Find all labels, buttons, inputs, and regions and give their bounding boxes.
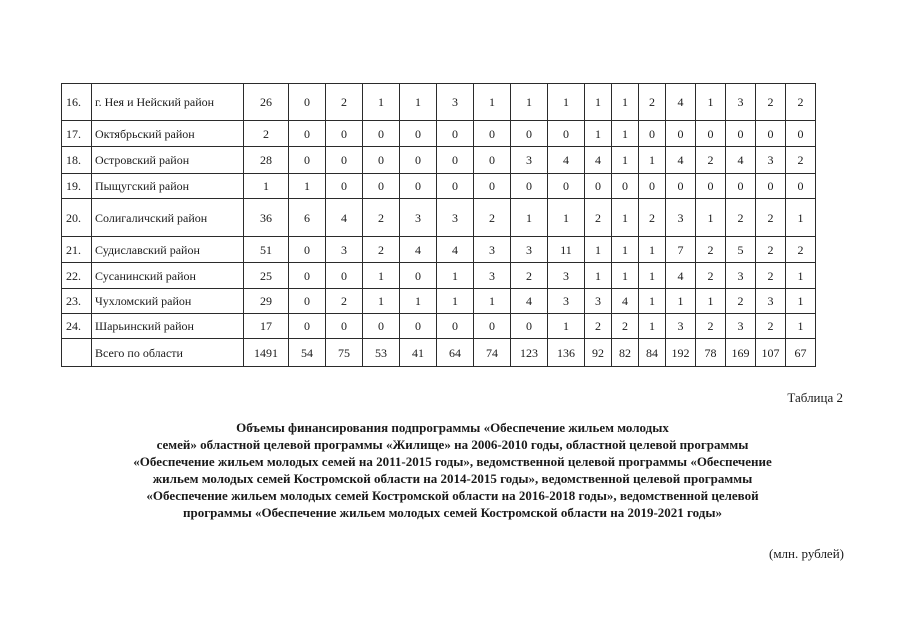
table-row xyxy=(62,147,816,174)
table-row xyxy=(62,174,816,199)
value-cell: 4 xyxy=(666,84,696,121)
value-cell: 2 xyxy=(756,263,786,289)
value-cell: 4 xyxy=(585,147,612,174)
total-value-cell: 36 xyxy=(244,199,289,237)
value-cell: 169 xyxy=(726,339,756,367)
value-cell: 3 xyxy=(511,237,548,263)
value-cell: 1 xyxy=(639,314,666,339)
value-cell: 2 xyxy=(726,289,756,314)
value-cell: 123 xyxy=(511,339,548,367)
value-cell: 0 xyxy=(666,121,696,147)
value-cell: 0 xyxy=(326,263,363,289)
value-cell: 3 xyxy=(326,237,363,263)
value-cell: 2 xyxy=(756,199,786,237)
table-row xyxy=(62,121,816,147)
table-row xyxy=(62,84,816,121)
district-name-cell: Пыщугский район xyxy=(92,174,244,199)
row-number-cell: 16. xyxy=(62,84,92,121)
value-cell: 64 xyxy=(437,339,474,367)
value-cell: 1 xyxy=(639,147,666,174)
value-cell: 41 xyxy=(400,339,437,367)
value-cell: 0 xyxy=(437,174,474,199)
value-cell: 2 xyxy=(756,237,786,263)
value-cell: 0 xyxy=(474,174,511,199)
district-name-cell: Островский район xyxy=(92,147,244,174)
value-cell: 1 xyxy=(696,84,726,121)
district-name-cell: Октябрьский район xyxy=(92,121,244,147)
value-cell: 0 xyxy=(474,121,511,147)
value-cell: 0 xyxy=(786,121,816,147)
section-heading xyxy=(60,419,845,521)
value-cell: 0 xyxy=(786,174,816,199)
value-cell: 0 xyxy=(511,174,548,199)
value-cell: 3 xyxy=(511,147,548,174)
value-cell: 84 xyxy=(639,339,666,367)
heading-line: семей» областной целевой программы «Жилище» на 2006-2010 годы, областной целевой программы xyxy=(156,437,749,452)
value-cell: 1 xyxy=(511,84,548,121)
value-cell: 4 xyxy=(666,263,696,289)
value-cell: 6 xyxy=(289,199,326,237)
value-cell: 0 xyxy=(474,314,511,339)
value-cell: 3 xyxy=(474,263,511,289)
value-cell: 4 xyxy=(612,289,639,314)
district-name-cell: Солигаличский район xyxy=(92,199,244,237)
value-cell: 0 xyxy=(612,174,639,199)
value-cell: 2 xyxy=(585,314,612,339)
value-cell: 1 xyxy=(585,84,612,121)
district-name-cell: г. Нея и Нейский район xyxy=(92,84,244,121)
table-body xyxy=(62,84,816,367)
row-number-cell: 19. xyxy=(62,174,92,199)
value-cell: 3 xyxy=(726,263,756,289)
row-number-cell: 21. xyxy=(62,237,92,263)
district-name-cell: Судиславский район xyxy=(92,237,244,263)
value-cell: 74 xyxy=(474,339,511,367)
value-cell: 4 xyxy=(666,147,696,174)
total-value-cell: 26 xyxy=(244,84,289,121)
value-cell: 78 xyxy=(696,339,726,367)
total-value-cell: 51 xyxy=(244,237,289,263)
value-cell: 1 xyxy=(786,199,816,237)
value-cell: 0 xyxy=(437,147,474,174)
value-cell: 2 xyxy=(363,237,400,263)
row-number-cell: 17. xyxy=(62,121,92,147)
value-cell: 75 xyxy=(326,339,363,367)
district-name-cell: Шарьинский район xyxy=(92,314,244,339)
row-number-cell: 18. xyxy=(62,147,92,174)
value-cell: 0 xyxy=(326,314,363,339)
value-cell: 2 xyxy=(696,237,726,263)
value-cell: 0 xyxy=(289,237,326,263)
value-cell: 0 xyxy=(585,174,612,199)
value-cell: 2 xyxy=(756,84,786,121)
value-cell: 0 xyxy=(511,121,548,147)
value-cell: 0 xyxy=(666,174,696,199)
value-cell: 1 xyxy=(289,174,326,199)
value-cell: 67 xyxy=(786,339,816,367)
value-cell: 0 xyxy=(437,121,474,147)
value-cell: 82 xyxy=(612,339,639,367)
value-cell: 0 xyxy=(363,174,400,199)
heading-line: «Обеспечение жильем молодых семей на 2011-2015 годы», ведомственной целевой программы «Обеспечение xyxy=(133,454,772,469)
value-cell: 0 xyxy=(756,174,786,199)
value-cell: 1 xyxy=(363,263,400,289)
value-cell: 3 xyxy=(585,289,612,314)
value-cell: 0 xyxy=(400,263,437,289)
value-cell: 1 xyxy=(666,289,696,314)
value-cell: 1 xyxy=(639,289,666,314)
value-cell: 4 xyxy=(726,147,756,174)
value-cell: 3 xyxy=(548,263,585,289)
statistics-table xyxy=(61,83,816,367)
value-cell: 1 xyxy=(585,263,612,289)
value-cell: 1 xyxy=(474,84,511,121)
value-cell: 4 xyxy=(548,147,585,174)
heading-line: программы «Обеспечение жильем молодых семей Костромской области на 2019-2021 годы» xyxy=(183,505,722,520)
value-cell: 1 xyxy=(437,263,474,289)
value-cell: 0 xyxy=(400,174,437,199)
value-cell: 2 xyxy=(726,199,756,237)
value-cell: 53 xyxy=(363,339,400,367)
table-row xyxy=(62,314,816,339)
value-cell: 4 xyxy=(326,199,363,237)
value-cell: 3 xyxy=(474,237,511,263)
value-cell: 2 xyxy=(786,147,816,174)
total-value-cell: 28 xyxy=(244,147,289,174)
value-cell: 1 xyxy=(612,199,639,237)
value-cell: 0 xyxy=(326,174,363,199)
value-cell: 1 xyxy=(474,289,511,314)
value-cell: 0 xyxy=(726,174,756,199)
value-cell: 11 xyxy=(548,237,585,263)
row-number-cell: 23. xyxy=(62,289,92,314)
value-cell: 1 xyxy=(639,263,666,289)
units-label: (млн. рублей) xyxy=(769,546,844,561)
total-value-cell: 1491 xyxy=(244,339,289,367)
value-cell: 0 xyxy=(726,121,756,147)
value-cell: 4 xyxy=(511,289,548,314)
district-name-cell: Всего по области xyxy=(92,339,244,367)
table-caption: Таблица 2 xyxy=(787,390,843,405)
value-cell: 3 xyxy=(666,314,696,339)
value-cell: 0 xyxy=(548,121,585,147)
row-number-cell: 24. xyxy=(62,314,92,339)
value-cell: 7 xyxy=(666,237,696,263)
value-cell: 3 xyxy=(756,289,786,314)
value-cell: 0 xyxy=(756,121,786,147)
value-cell: 1 xyxy=(585,121,612,147)
value-cell: 2 xyxy=(696,314,726,339)
value-cell: 2 xyxy=(696,147,726,174)
table-total-row xyxy=(62,339,816,367)
heading-line: Объемы финансирования подпрограммы «Обеспечение жильем молодых xyxy=(236,420,669,435)
value-cell: 3 xyxy=(666,199,696,237)
value-cell: 0 xyxy=(437,314,474,339)
value-cell: 0 xyxy=(400,147,437,174)
value-cell: 1 xyxy=(612,121,639,147)
value-cell: 0 xyxy=(363,121,400,147)
value-cell: 0 xyxy=(511,314,548,339)
value-cell: 1 xyxy=(548,314,585,339)
value-cell: 0 xyxy=(639,121,666,147)
value-cell: 1 xyxy=(548,84,585,121)
value-cell: 0 xyxy=(548,174,585,199)
value-cell: 2 xyxy=(639,84,666,121)
total-value-cell: 2 xyxy=(244,121,289,147)
value-cell: 0 xyxy=(289,147,326,174)
value-cell: 0 xyxy=(474,147,511,174)
value-cell: 1 xyxy=(612,237,639,263)
value-cell: 1 xyxy=(400,289,437,314)
value-cell: 1 xyxy=(696,199,726,237)
value-cell: 3 xyxy=(548,289,585,314)
table-row xyxy=(62,237,816,263)
total-value-cell: 25 xyxy=(244,263,289,289)
value-cell: 2 xyxy=(585,199,612,237)
value-cell: 0 xyxy=(639,174,666,199)
value-cell: 0 xyxy=(289,314,326,339)
district-name-cell: Чухломский район xyxy=(92,289,244,314)
value-cell: 192 xyxy=(666,339,696,367)
value-cell: 4 xyxy=(437,237,474,263)
total-value-cell: 29 xyxy=(244,289,289,314)
value-cell: 3 xyxy=(400,199,437,237)
value-cell: 1 xyxy=(437,289,474,314)
value-cell: 1 xyxy=(612,263,639,289)
row-number-cell: 20. xyxy=(62,199,92,237)
value-cell: 2 xyxy=(363,199,400,237)
value-cell: 1 xyxy=(363,289,400,314)
total-value-cell: 1 xyxy=(244,174,289,199)
total-value-cell: 17 xyxy=(244,314,289,339)
value-cell: 0 xyxy=(363,314,400,339)
value-cell: 0 xyxy=(289,121,326,147)
district-name-cell: Сусанинский район xyxy=(92,263,244,289)
value-cell: 3 xyxy=(726,84,756,121)
value-cell: 2 xyxy=(756,314,786,339)
value-cell: 1 xyxy=(639,237,666,263)
value-cell: 2 xyxy=(696,263,726,289)
value-cell: 2 xyxy=(326,84,363,121)
value-cell: 2 xyxy=(612,314,639,339)
value-cell: 2 xyxy=(326,289,363,314)
value-cell: 0 xyxy=(400,314,437,339)
value-cell: 1 xyxy=(612,84,639,121)
value-cell: 3 xyxy=(437,84,474,121)
value-cell: 0 xyxy=(289,263,326,289)
value-cell: 107 xyxy=(756,339,786,367)
value-cell: 2 xyxy=(786,237,816,263)
value-cell: 0 xyxy=(289,289,326,314)
value-cell: 2 xyxy=(474,199,511,237)
value-cell: 1 xyxy=(786,263,816,289)
value-cell: 0 xyxy=(289,84,326,121)
value-cell: 0 xyxy=(363,147,400,174)
value-cell: 92 xyxy=(585,339,612,367)
value-cell: 3 xyxy=(726,314,756,339)
value-cell: 0 xyxy=(696,121,726,147)
value-cell: 3 xyxy=(437,199,474,237)
value-cell: 5 xyxy=(726,237,756,263)
value-cell: 1 xyxy=(786,314,816,339)
value-cell: 0 xyxy=(326,121,363,147)
row-number-cell xyxy=(62,339,92,367)
value-cell: 1 xyxy=(612,147,639,174)
value-cell: 1 xyxy=(511,199,548,237)
value-cell: 1 xyxy=(786,289,816,314)
value-cell: 2 xyxy=(511,263,548,289)
value-cell: 0 xyxy=(326,147,363,174)
value-cell: 3 xyxy=(756,147,786,174)
table-row xyxy=(62,263,816,289)
table-row xyxy=(62,199,816,237)
value-cell: 136 xyxy=(548,339,585,367)
value-cell: 1 xyxy=(400,84,437,121)
row-number-cell: 22. xyxy=(62,263,92,289)
value-cell: 2 xyxy=(639,199,666,237)
heading-line: «Обеспечение жильем молодых семей Костромской области на 2016-2018 годы», ведомственной целевой xyxy=(146,488,759,503)
value-cell: 1 xyxy=(548,199,585,237)
value-cell: 1 xyxy=(585,237,612,263)
value-cell: 4 xyxy=(400,237,437,263)
heading-line: жильем молодых семей Костромской области на 2014-2015 годы», ведомственной целевой программы xyxy=(152,471,753,486)
value-cell: 2 xyxy=(786,84,816,121)
value-cell: 54 xyxy=(289,339,326,367)
value-cell: 0 xyxy=(400,121,437,147)
value-cell: 1 xyxy=(363,84,400,121)
value-cell: 0 xyxy=(696,174,726,199)
value-cell: 1 xyxy=(696,289,726,314)
table-row xyxy=(62,289,816,314)
